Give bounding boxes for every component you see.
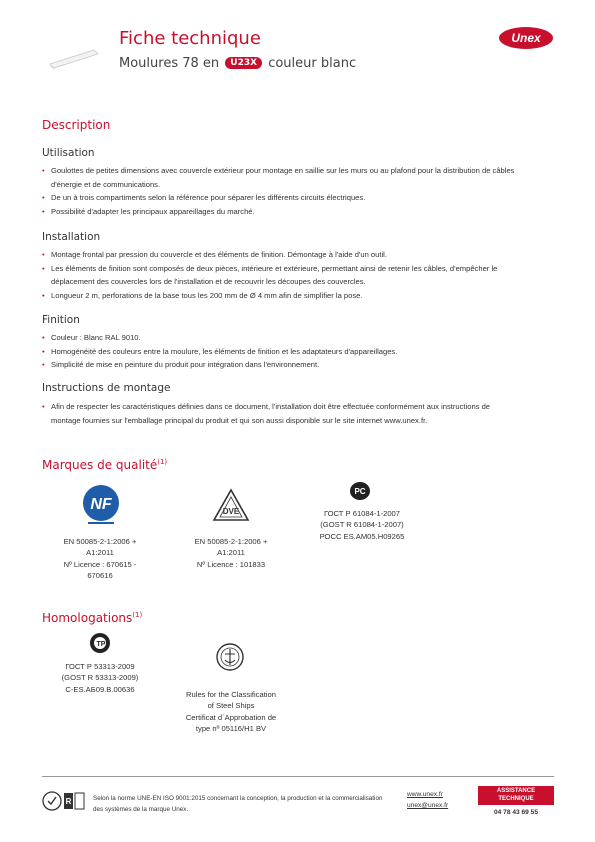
- homologations-note: (1): [132, 611, 143, 619]
- installation-list: [42, 248, 526, 302]
- assistance-label: ASSISTANCE TECHNIQUE: [478, 786, 554, 805]
- finition-heading: Finition: [42, 314, 80, 326]
- technical-assistance: [478, 786, 554, 816]
- list-item: • Homogénéité des couleurs entre la moulure, les éléments de finition et les adaptateurs d'appareillages.: [42, 345, 526, 359]
- ctp-details: [40, 661, 160, 695]
- footer-links: [407, 789, 448, 811]
- cert-line: (GOST R 61084-1-2007): [320, 520, 404, 530]
- website-link[interactable]: www.unex.fr: [407, 791, 443, 798]
- email-link[interactable]: unex@unex.fr: [407, 802, 449, 809]
- quality-heading-text: Marques de qualité: [42, 458, 158, 472]
- homologations-heading: [42, 611, 142, 625]
- list-item: • De un à trois compartiments selon la référence pour séparer les différents circuits électriques.: [42, 191, 522, 205]
- material-badge: U23X: [225, 57, 262, 69]
- homologations-heading-text: Homologations: [42, 611, 133, 625]
- cert-line: РОСС ES.AM05.H09265: [319, 531, 405, 541]
- ship-register-seal-icon: [216, 642, 244, 672]
- subtitle-text: Moulures 78 en: [119, 56, 220, 71]
- assistance-phone: 04 78 43 69 55: [494, 809, 538, 816]
- svg-text:NF: NF: [90, 496, 112, 513]
- footer-iso-statement: Selon la norme UNE-EN ISO 9001:2015 concernant la conception, la production et la commercialisation des systèmes de la marque Unex.: [93, 795, 383, 813]
- list-item: • Afin de respecter les caractéristiques définies dans ce document, l'installation doit être effectuée conformément aux instructions de montage fournies sur l'emballage principal du produit et qui son aussi disponible sur le site internet www.unex.fr.: [42, 400, 520, 427]
- cert-line: (GOST R 53313-2009): [61, 673, 139, 683]
- list-item: • Les éléments de finition sont composés de deux pièces, intérieure et extérieure, permettant ainsi de retenir les câbles, d'empêcher le déplacement des couvercles lors de l'installation et de recouvrir les découpes des couvercles.: [42, 262, 526, 289]
- cert-line: A1:2011: [217, 548, 245, 558]
- product-image: [48, 46, 100, 70]
- utilisation-heading: Utilisation: [42, 147, 95, 159]
- list-item: • Simplicité de mise en peinture du produit pour intégration dans l'environnement.: [42, 358, 526, 372]
- list-item: • Longueur 2 m, perforations de la base tous les 200 mm de Ø 4 mm afin de simplifier la pose.: [42, 289, 526, 303]
- certification-logo-icon: [42, 789, 86, 813]
- pct-mark-icon: [349, 481, 371, 501]
- utilisation-list: [42, 164, 522, 218]
- finition-list: [42, 331, 526, 372]
- cert-line: ГОСТ Р 61084-1-2007: [323, 509, 401, 518]
- logo-text: Unex: [511, 31, 541, 45]
- footer-divider: [42, 776, 554, 777]
- page-title: Fiche technique: [119, 28, 261, 49]
- unex-logo-icon: [498, 26, 554, 50]
- list-item: • Couleur : Blanc RAL 9010.: [42, 331, 526, 345]
- cert-line: ГОСТ Р 53313-2009: [65, 662, 135, 671]
- subtitle-color: couleur blanc: [268, 56, 357, 71]
- cert-line: Nº Licence : 101833: [196, 559, 266, 569]
- ctp-mark-icon: [88, 632, 112, 654]
- page-subtitle: [119, 56, 356, 71]
- installation-heading: Installation: [42, 231, 101, 243]
- quality-heading: [42, 458, 167, 472]
- cert-line: EN 50085-2-1:2006 +: [194, 537, 268, 546]
- description-heading: Description: [42, 118, 111, 132]
- cert-line: C-ES.AБ09.B.00636: [65, 684, 135, 694]
- instructions-heading: Instructions de montage: [42, 382, 171, 394]
- cert-line: 670616: [87, 571, 113, 581]
- pct-mark-details: [302, 508, 422, 542]
- list-item: • Goulottes de petites dimensions avec couvercle extérieur pour montage en saillie sur les murs ou au plafond pour la distribution de câbles d'énergie et de communications.: [42, 164, 522, 191]
- cert-line: EN 50085-2-1:2006 +: [63, 537, 137, 546]
- cert-line: of Steel Ships: [207, 701, 255, 711]
- cert-line: A1:2011: [86, 548, 114, 558]
- vde-logo-text: DVE: [222, 507, 240, 516]
- cert-line: type nº 05116/H1 BV: [195, 724, 267, 734]
- quality-note: (1): [157, 458, 168, 466]
- svg-text:R: R: [65, 797, 72, 806]
- ship-register-details: [165, 689, 297, 735]
- list-item: • Montage frontal par pression du couvercle et des éléments de finition. Démontage à l'aide d'un outil.: [42, 248, 526, 262]
- cert-line: Certificat d´Approbation de: [185, 712, 277, 722]
- svg-text:PC: PC: [354, 487, 366, 496]
- cert-line: Nº Licence : 670615 -: [63, 559, 137, 569]
- vde-mark-icon: [212, 488, 250, 522]
- nf-mark-details: [40, 536, 160, 582]
- cert-line: Rules for the Classification: [186, 690, 276, 699]
- vde-mark-details: [171, 536, 291, 570]
- nf-mark-icon: [80, 484, 122, 526]
- svg-text:TP: TP: [96, 641, 106, 648]
- instructions-list: [42, 400, 520, 427]
- list-item: • Possibilité d'adapter les principaux appareillages du marché.: [42, 205, 522, 219]
